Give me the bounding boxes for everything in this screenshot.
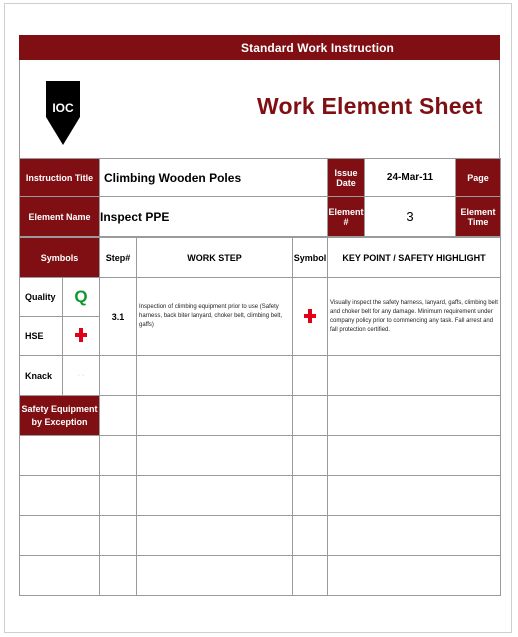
title-area — [19, 60, 500, 158]
key-point-header: KEY POINT / SAFETY HIGHLIGHT — [328, 238, 501, 278]
empty-cell — [137, 396, 293, 436]
blank-row — [20, 476, 501, 516]
blank-row — [20, 556, 501, 596]
step-header: Step# — [100, 238, 137, 278]
symbols-header: Symbols — [20, 238, 100, 278]
step-symbol — [293, 278, 328, 356]
work-element-sheet — [19, 35, 500, 596]
element-name-label: Element Name — [20, 197, 100, 237]
instruction-title-label: Instruction Title — [20, 159, 100, 197]
blank-row — [20, 516, 501, 556]
hse-cross-icon — [75, 328, 87, 342]
issue-date-value: 24-Mar-11 — [365, 159, 456, 197]
element-time-label: Element Time — [456, 197, 501, 237]
hse-label: HSE — [20, 317, 63, 356]
info-table — [19, 158, 501, 237]
empty-cell — [100, 356, 137, 396]
banner — [19, 35, 500, 60]
work-step-header: WORK STEP — [137, 238, 293, 278]
empty-cell — [293, 356, 328, 396]
key-point-text: Visually inspect the safety harness, lanyard, gaffs, climbing belt and choker belt for any damage. Minimum requirement under company policy prior to commencing any task. Fall arrest and fall protection certified. — [328, 278, 501, 356]
empty-cell — [328, 356, 501, 396]
safety-equipment-label: Safety Equipment by Exception — [20, 396, 100, 436]
banner-text: Standard Work Instruction — [241, 40, 394, 55]
ioc-logo-icon — [46, 81, 80, 145]
empty-cell — [100, 396, 137, 436]
work-step-text: Inspection of climbing equipment prior to use (Safety harness, back biter lanyard, choker belt, climbing belt, gaffs) — [137, 278, 293, 356]
quality-label: Quality — [20, 278, 63, 317]
knack-icon: · · — [63, 356, 100, 396]
element-number-label: Element # — [328, 197, 365, 237]
hse-cross-icon — [304, 309, 316, 323]
empty-cell — [293, 396, 328, 436]
blank-row — [20, 436, 501, 476]
page-title: Work Element Sheet — [257, 93, 483, 119]
quality-icon — [63, 278, 100, 317]
element-name-value: Inspect PPE — [100, 197, 328, 237]
quality-glyph: Q — [74, 287, 88, 306]
issue-date-label: Issue Date — [328, 159, 365, 197]
knack-label: Knack — [20, 356, 63, 396]
hse-icon — [63, 317, 100, 356]
page-label: Page — [456, 159, 501, 197]
step-number: 3.1 — [100, 278, 137, 356]
logo-text: IOC — [52, 101, 74, 115]
empty-cell — [328, 396, 501, 436]
symbol-header: Symbol — [293, 238, 328, 278]
empty-cell — [137, 356, 293, 396]
steps-table — [19, 237, 501, 596]
element-number-value: 3 — [365, 197, 456, 237]
instruction-title-value: Climbing Wooden Poles — [100, 159, 328, 197]
